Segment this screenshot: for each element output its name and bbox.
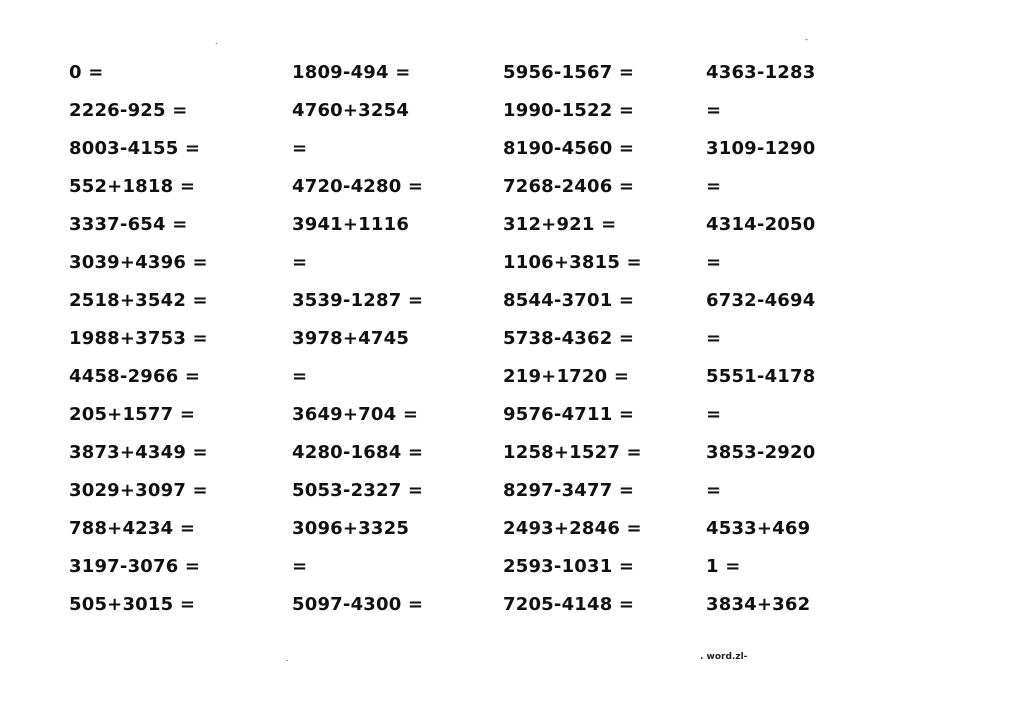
math-problem: 1106+3815 = (503, 252, 642, 273)
math-problem: 3941+1116 (292, 214, 410, 235)
math-problem: 4533+469 (706, 518, 811, 539)
math-problem: = (292, 138, 308, 159)
math-problem: 3197-3076 = (69, 556, 201, 577)
math-problem: 0 = (69, 62, 104, 83)
math-problem: 1988+3753 = (69, 328, 208, 349)
math-problem: = (706, 176, 722, 197)
math-problem: 3029+3097 = (69, 480, 208, 501)
math-problem: 3539-1287 = (292, 290, 424, 311)
problem-column-2 (292, 60, 423, 630)
math-problem: 8003-4155 = (69, 138, 201, 159)
math-problem: 8297-3477 = (503, 480, 635, 501)
math-problem: 2226-925 = (69, 100, 188, 121)
problem-column-3 (503, 60, 642, 630)
top-left-mark: . (215, 37, 218, 46)
math-problem: 8190-4560 = (503, 138, 635, 159)
math-problem: 3834+362 (706, 594, 811, 615)
math-problem: 6732-4694 (706, 290, 816, 311)
math-problem: 4280-1684 = (292, 442, 424, 463)
problem-column-4 (706, 60, 815, 630)
math-problem: 3873+4349 = (69, 442, 208, 463)
math-problem: 3978+4745 (292, 328, 410, 349)
math-problem: 552+1818 = (69, 176, 196, 197)
math-problem: 5738-4362 = (503, 328, 635, 349)
math-problem: 2493+2846 = (503, 518, 642, 539)
math-problem: 312+921 = (503, 214, 617, 235)
math-problem: 2593-1031 = (503, 556, 635, 577)
math-problem: 219+1720 = (503, 366, 630, 387)
math-problem: = (706, 480, 722, 501)
math-problem: 3096+3325 (292, 518, 410, 539)
math-problem: 4720-4280 = (292, 176, 424, 197)
math-problem: 3109-1290 (706, 138, 816, 159)
footer-watermark: . word.zl- (700, 652, 748, 662)
math-problem: 5551-4178 (706, 366, 816, 387)
math-problem: 788+4234 = (69, 518, 196, 539)
math-problem: 5097-4300 = (292, 594, 424, 615)
math-problem: 9576-4711 = (503, 404, 635, 425)
math-problem: 3039+4396 = (69, 252, 208, 273)
math-problem: 5956-1567 = (503, 62, 635, 83)
math-problem: 3649+704 = (292, 404, 419, 425)
math-problem: 2518+3542 = (69, 290, 208, 311)
top-right-mark: - (805, 35, 808, 44)
math-problem: = (292, 366, 308, 387)
math-problem: 4363-1283 (706, 62, 816, 83)
math-problem: 3853-2920 (706, 442, 816, 463)
math-problem: 1990-1522 = (503, 100, 635, 121)
problem-column-1 (69, 60, 208, 630)
bottom-left-mark: . (286, 654, 289, 663)
math-problem: 7205-4148 = (503, 594, 635, 615)
math-problem: 1 = (706, 556, 741, 577)
math-problem: 1258+1527 = (503, 442, 642, 463)
math-problem: 4760+3254 (292, 100, 410, 121)
math-problem: 5053-2327 = (292, 480, 424, 501)
math-problem: = (292, 556, 308, 577)
math-problem: = (706, 100, 722, 121)
math-problem: 7268-2406 = (503, 176, 635, 197)
math-problem: 205+1577 = (69, 404, 196, 425)
math-problem: 4458-2966 = (69, 366, 201, 387)
math-problem: 8544-3701 = (503, 290, 635, 311)
math-problem: = (706, 404, 722, 425)
math-problem: 1809-494 = (292, 62, 411, 83)
math-problem: = (292, 252, 308, 273)
math-problem: 3337-654 = (69, 214, 188, 235)
math-problem: 4314-2050 (706, 214, 816, 235)
math-problem: = (706, 252, 722, 273)
math-problem: = (706, 328, 722, 349)
math-problem: 505+3015 = (69, 594, 196, 615)
